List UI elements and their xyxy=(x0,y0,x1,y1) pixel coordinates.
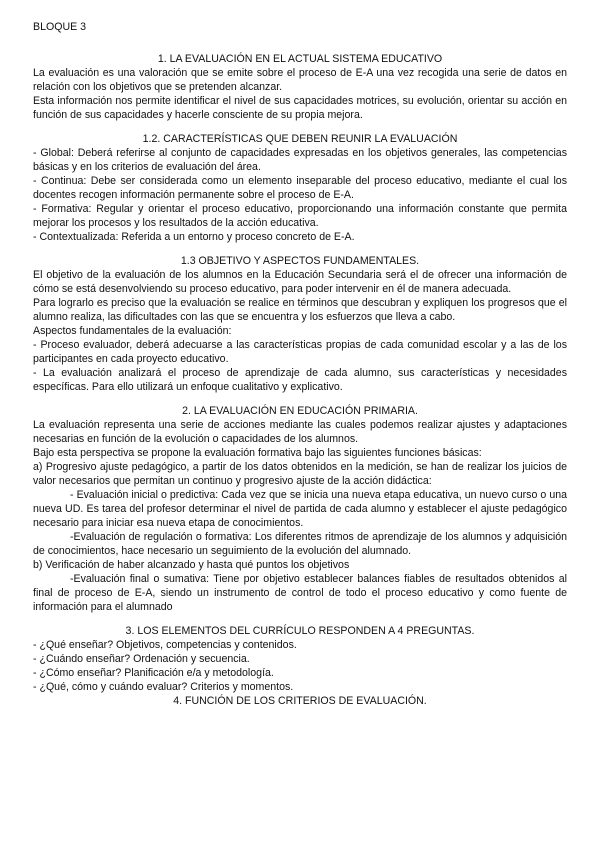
section-1-3-paragraph: - Proceso evaluador, deberá adecuarse a las características propias de cada comunidad escolar y a las de los participantes en cada proyecto educativo. xyxy=(33,339,567,365)
section-2-paragraph: - Evaluación inicial o predictiva: Cada vez que se inicia una nueva etapa educativa, un nuevo curso o una nueva UD. Es tarea del profesor determinar el nivel de partida de cada alumno y establecer el ajuste pedagógico necesario para iniciar esa nueva etapa de conocimientos. xyxy=(33,489,567,529)
section-2-paragraph: La evaluación representa una serie de acciones mediante las cuales podemos realizar ajustes y adaptaciones necesarias en función de la evolución o capacidades de los alumnos. xyxy=(33,419,567,445)
section-2-paragraph: Bajo esta perspectiva se propone la evaluación formativa bajo las siguientes funciones básicas: xyxy=(33,447,482,459)
question-item: - ¿Qué, cómo y cuándo evaluar? Criterios y momentos. xyxy=(33,681,294,693)
section-2-heading: 2. LA EVALUACIÓN EN EDUCACIÓN PRIMARIA. xyxy=(182,405,418,417)
section-1-2-heading: 1.2. CARACTERÍSTICAS QUE DEBEN REUNIR LA EVALUACIÓN xyxy=(142,133,458,145)
characteristic-item: - Global: Deberá referirse al conjunto de capacidades expresadas en los objetivos generales, las competencias básicas y en los criterios de evaluación del área. xyxy=(33,147,567,173)
question-item: - ¿Qué enseñar? Objetivos, competencias y contenidos. xyxy=(33,639,297,651)
section-1-3-paragraph: Para lograrlo es preciso que la evaluación se realice en términos que descubran y expliquen los progresos que el alumno realiza, las dificultades con las que se encuentra y los esfuerzos que lleva a cabo. xyxy=(33,297,567,323)
section-2-paragraph: b) Verificación de haber alcanzado y hasta qué puntos los objetivos xyxy=(33,559,350,571)
question-item: - ¿Cuándo enseñar? Ordenación y secuencia. xyxy=(33,653,250,665)
document-page xyxy=(33,20,567,708)
section-3-heading: 3. LOS ELEMENTOS DEL CURRÍCULO RESPONDEN A 4 PREGUNTAS. xyxy=(125,625,475,637)
section-4-heading: 4. FUNCIÓN DE LOS CRITERIOS DE EVALUACIÓN. xyxy=(173,695,427,707)
characteristic-item: - Formativa: Regular y orientar el proceso educativo, proporcionando una información constante que permita mejorar los procesos y los resultados de la acción educativa. xyxy=(33,203,567,229)
question-item: - ¿Cómo enseñar? Planificación e/a y metodología. xyxy=(33,667,274,679)
section-1-3-paragraph: - La evaluación analizará el proceso de aprendizaje de cada alumno, sus características y necesidades específicas. Para ello utilizará un enfoque cualitativo y explicativo. xyxy=(33,367,567,393)
characteristic-item: - Continua: Debe ser considerada como un elemento inseparable del proceso educativo, mediante el cual los docentes recogen información permanente sobre el proceso de E-A. xyxy=(33,175,567,201)
block-label: BLOQUE 3 xyxy=(33,21,86,33)
section-2-paragraph: a) Progresivo ajuste pedagógico, a partir de los datos obtenidos en la medición, se han de realizar los juicios de valor necesarios que permitan un continuo y progresivo ajuste de la acción didáctica: xyxy=(33,461,567,487)
section-1-paragraph: Esta información nos permite identificar el nivel de sus capacidades motrices, su evolución, orientar su acción en función de sus capacidades y hacerle consciente de su propia mejora. xyxy=(33,95,567,121)
section-1-heading: 1. LA EVALUACIÓN EN EL ACTUAL SISTEMA EDUCATIVO xyxy=(157,53,443,65)
characteristic-item: - Contextualizada: Referida a un entorno y proceso concreto de E-A. xyxy=(33,231,355,243)
section-2-paragraph: -Evaluación final o sumativa: Tiene por objetivo establecer balances fiables de resultados obtenidos al final de proceso de E-A, siendo un instrumento de control de todo el proceso educativo y como fuente de información para el alumnado xyxy=(33,573,567,613)
section-1-3-paragraph: Aspectos fundamentales de la evaluación: xyxy=(33,325,232,337)
section-1-3-paragraph: El objetivo de la evaluación de los alumnos en la Educación Secundaria será el de ofrecer una información de cómo se está desenvolviendo su proceso educativo, para poder intervenir en él de manera adecuada. xyxy=(33,269,567,295)
section-1-3-heading: 1.3 OBJETIVO Y ASPECTOS FUNDAMENTALES. xyxy=(180,255,420,267)
section-2-paragraph: -Evaluación de regulación o formativa: Los diferentes ritmos de aprendizaje de los alumnos y adquisición de conocimientos, hace necesario un seguimiento de la evolución del alumnado. xyxy=(33,531,567,557)
section-1-paragraph: La evaluación es una valoración que se emite sobre el proceso de E-A una vez recogida una serie de datos en relación con los objetivos que se pretenden alcanzar. xyxy=(33,67,567,93)
